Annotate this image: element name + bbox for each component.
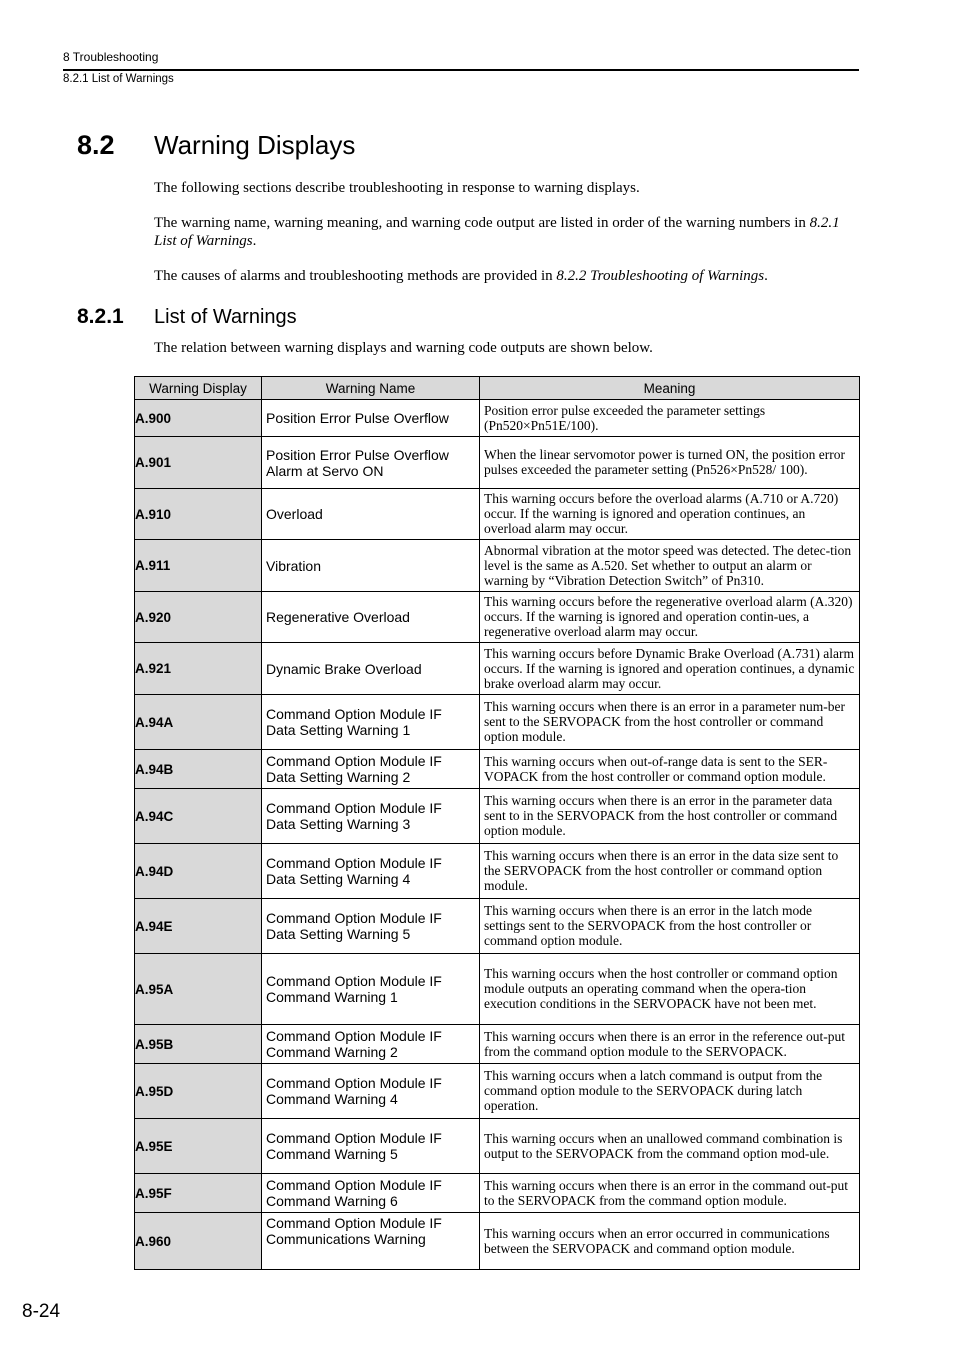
warning-display-cell: A.95D xyxy=(135,1064,262,1119)
warning-name-cell: Command Option Module IF Command Warning 6 xyxy=(262,1174,480,1213)
warning-display-cell: A.95B xyxy=(135,1025,262,1064)
warning-name-cell: Command Option Module IF Communications Warning xyxy=(262,1213,480,1270)
section-heading xyxy=(77,130,355,161)
cross-reference-list-of-warnings: 8.2.1 List of Warnings xyxy=(154,215,840,249)
section-number: 8.2 xyxy=(77,130,115,160)
intro-paragraph-2 xyxy=(154,214,859,250)
table-row xyxy=(135,643,860,695)
meaning-cell: This warning occurs when there is an error in the command out-put to the SERVOPACK from the command option module. xyxy=(480,1174,860,1213)
warning-display-cell: A.921 xyxy=(135,643,262,695)
meaning-cell: This warning occurs when there is an error in the latch mode settings sent to the SERVOPACK from the host controller or command option module. xyxy=(480,899,860,954)
table-row xyxy=(135,400,860,437)
meaning-cell: This warning occurs before Dynamic Brake Overload (A.731) alarm occurs. If the warning is ignored and operation continues, a dynamic brake overload alarm may occur. xyxy=(480,643,860,695)
warning-name-cell: Position Error Pulse Overflow xyxy=(262,400,480,437)
warning-display-cell: A.920 xyxy=(135,592,262,643)
subsection-number: 8.2.1 xyxy=(77,305,124,328)
warning-name-cell: Position Error Pulse Overflow Alarm at Servo ON xyxy=(262,437,480,489)
running-header-chapter: 8 Troubleshooting xyxy=(63,50,159,64)
table-row xyxy=(135,1174,860,1213)
meaning-cell: Abnormal vibration at the motor speed was detected. The detec-tion level is the same as A.520. Set whether to output an alarm or warning by “Vibration Detection Switch” of Pn310. xyxy=(480,540,860,592)
warning-display-cell: A.94B xyxy=(135,750,262,789)
warning-name-cell: Overload xyxy=(262,489,480,540)
intro-paragraph-3 xyxy=(154,267,859,285)
table-row xyxy=(135,1213,860,1270)
warning-name-cell: Command Option Module IF Data Setting Warning 5 xyxy=(262,899,480,954)
warning-display-cell: A.94E xyxy=(135,899,262,954)
header-warning-display: Warning Display xyxy=(135,377,262,400)
warning-display-cell: A.94C xyxy=(135,789,262,844)
warning-name-cell: Command Option Module IF Command Warning 1 xyxy=(262,954,480,1025)
meaning-cell: This warning occurs when there is an error in a parameter num-ber sent to the SERVOPACK from the host controller or command option module. xyxy=(480,695,860,750)
meaning-cell: This warning occurs when out-of-range data is sent to the SER-VOPACK from the host controller or command option module. xyxy=(480,750,860,789)
running-header-section: 8.2.1 List of Warnings xyxy=(63,73,174,85)
subsection-heading xyxy=(77,305,297,329)
meaning-cell: This warning occurs when an unallowed command combination is output to the SERVOPACK from the command option mod-ule. xyxy=(480,1119,860,1174)
intro-paragraph-1: The following sections describe troubleshooting in response to warning displays. xyxy=(154,180,640,196)
intro-paragraph-2-text: The warning name, warning meaning, and warning code output are listed in order of the warning numbers in xyxy=(154,215,810,231)
warning-display-cell: A.94A xyxy=(135,695,262,750)
warning-name-cell: Command Option Module IF Command Warning 5 xyxy=(262,1119,480,1174)
table-row xyxy=(135,1064,860,1119)
intro-paragraph-3-text: The causes of alarms and troubleshooting methods are provided in xyxy=(154,268,557,284)
table-row xyxy=(135,489,860,540)
table-row xyxy=(135,695,860,750)
meaning-cell: This warning occurs when the host controller or command option module outputs an operating command when the opera-tion execution conditions in the SERVOPACK have not been met. xyxy=(480,954,860,1025)
warning-display-cell: A.900 xyxy=(135,400,262,437)
page-number: 8-24 xyxy=(22,1301,61,1322)
cross-reference-troubleshooting: 8.2.2 Troubleshooting of Warnings xyxy=(556,268,765,284)
header-meaning: Meaning xyxy=(480,377,860,400)
warning-name-cell: Command Option Module IF Command Warning 4 xyxy=(262,1064,480,1119)
warning-display-cell: A.960 xyxy=(135,1213,262,1270)
meaning-cell: This warning occurs before the regenerative overload alarm (A.320) occurs. If the warning is ignored and operation contin-ues, a regenerative overload alarm may occur. xyxy=(480,592,860,643)
subsection-title: List of Warnings xyxy=(154,306,297,328)
header-rule xyxy=(63,69,859,71)
warning-name-cell: Command Option Module IF Data Setting Warning 4 xyxy=(262,844,480,899)
warning-name-cell: Command Option Module IF Data Setting Warning 1 xyxy=(262,695,480,750)
warning-display-cell: A.911 xyxy=(135,540,262,592)
warning-display-cell: A.94D xyxy=(135,844,262,899)
table-row xyxy=(135,844,860,899)
meaning-cell: This warning occurs when there is an error in the data size sent to the SERVOPACK from the host controller or command option module. xyxy=(480,844,860,899)
table-row xyxy=(135,750,860,789)
meaning-cell: This warning occurs when there is an error in the parameter data sent to in the SERVOPACK from the host controller or command option module. xyxy=(480,789,860,844)
table-row xyxy=(135,592,860,643)
intro-paragraph-3-end: . xyxy=(764,268,768,284)
warning-table xyxy=(134,376,860,1270)
warning-name-cell: Command Option Module IF Command Warning 2 xyxy=(262,1025,480,1064)
table-row xyxy=(135,437,860,489)
table-header-row xyxy=(135,377,860,400)
header-warning-name: Warning Name xyxy=(262,377,480,400)
table-row xyxy=(135,1025,860,1064)
table-row xyxy=(135,789,860,844)
meaning-cell: This warning occurs when a latch command is output from the command option module to the SERVOPACK during latch operation. xyxy=(480,1064,860,1119)
table-row xyxy=(135,540,860,592)
section-title: Warning Displays xyxy=(154,130,356,160)
warning-display-cell: A.95A xyxy=(135,954,262,1025)
subsection-intro: The relation between warning displays and warning code outputs are shown below. xyxy=(154,340,653,356)
table-row xyxy=(135,899,860,954)
warning-display-cell: A.95F xyxy=(135,1174,262,1213)
meaning-cell: This warning occurs before the overload alarms (A.710 or A.720) occur. If the warning is ignored and operation continues, an overload alarm may occur. xyxy=(480,489,860,540)
warning-name-cell: Command Option Module IF Data Setting Warning 2 xyxy=(262,750,480,789)
warning-display-cell: A.910 xyxy=(135,489,262,540)
meaning-cell: Position error pulse exceeded the parameter settings (Pn520×Pn51E/100). xyxy=(480,400,860,437)
table-row xyxy=(135,1119,860,1174)
warning-name-cell: Command Option Module IF Data Setting Warning 3 xyxy=(262,789,480,844)
warning-name-cell: Regenerative Overload xyxy=(262,592,480,643)
table-row xyxy=(135,954,860,1025)
warning-name-cell: Vibration xyxy=(262,540,480,592)
warning-display-cell: A.95E xyxy=(135,1119,262,1174)
intro-paragraph-2-end: . xyxy=(252,233,257,249)
meaning-cell: This warning occurs when an error occurred in communications between the SERVOPACK and command option module. xyxy=(480,1213,860,1270)
meaning-cell: This warning occurs when there is an error in the reference out-put from the command option module to the SERVOPACK. xyxy=(480,1025,860,1064)
warning-display-cell: A.901 xyxy=(135,437,262,489)
meaning-cell: When the linear servomotor power is turned ON, the position error pulses exceeded the parameter setting (Pn526×Pn528/ 100). xyxy=(480,437,860,489)
warning-name-cell: Dynamic Brake Overload xyxy=(262,643,480,695)
